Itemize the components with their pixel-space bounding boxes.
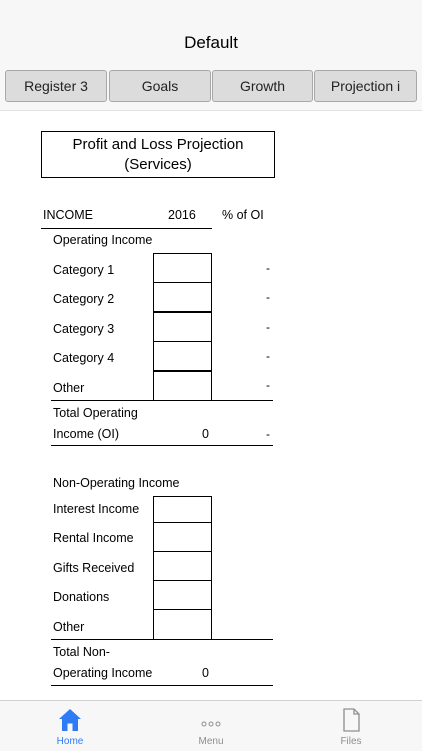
total-non-operating-value: 0 bbox=[202, 666, 209, 680]
row-label-non-operating-other: Other bbox=[53, 620, 85, 634]
more-icon bbox=[151, 707, 271, 733]
report-title-line-1: Profit and Loss Projection bbox=[72, 136, 244, 153]
input-category-3[interactable] bbox=[153, 312, 212, 342]
income-header: INCOME bbox=[43, 208, 93, 222]
tab-menu[interactable] bbox=[151, 701, 271, 751]
report-title bbox=[41, 131, 275, 178]
tab-menu-label: Menu bbox=[198, 736, 224, 747]
tab-files[interactable] bbox=[291, 701, 411, 751]
row-label-other: Other bbox=[53, 381, 85, 395]
pct-other: - bbox=[266, 378, 270, 392]
row-label-donations: Donations bbox=[53, 590, 110, 604]
operating-total-bottom-divider bbox=[51, 445, 273, 446]
input-category-1[interactable] bbox=[153, 253, 212, 283]
pct-category-3: - bbox=[266, 320, 270, 334]
input-donations[interactable] bbox=[153, 580, 212, 610]
home-icon bbox=[10, 707, 130, 733]
tab-home-label: Home bbox=[56, 736, 84, 747]
row-label-gifts-received: Gifts Received bbox=[53, 561, 135, 575]
non-operating-total-bottom-divider bbox=[51, 685, 273, 686]
navigation-bar bbox=[0, 0, 422, 65]
non-operating-income-heading: Non-Operating Income bbox=[53, 476, 180, 490]
tab-projection[interactable]: Projection i bbox=[314, 70, 417, 102]
row-label-category-3: Category 3 bbox=[53, 322, 115, 336]
row-label-category-1: Category 1 bbox=[53, 263, 115, 277]
input-rental-income[interactable] bbox=[153, 522, 212, 552]
input-gifts-received[interactable] bbox=[153, 551, 212, 581]
page-title: Default bbox=[184, 33, 238, 52]
total-non-operating-label-2: Operating Income bbox=[53, 666, 153, 680]
segment-tabs bbox=[0, 64, 422, 111]
total-operating-label-2: Income (OI) bbox=[53, 427, 119, 441]
report-content bbox=[0, 111, 422, 700]
row-label-category-2: Category 2 bbox=[53, 292, 115, 306]
tab-growth[interactable]: Growth bbox=[212, 70, 313, 102]
tab-home[interactable] bbox=[10, 701, 130, 751]
input-category-4[interactable] bbox=[153, 341, 212, 371]
total-non-operating-label-1: Total Non- bbox=[53, 645, 110, 659]
tab-register-3[interactable]: Register 3 bbox=[5, 70, 107, 102]
input-non-operating-other[interactable] bbox=[153, 609, 212, 640]
pct-category-4: - bbox=[266, 349, 270, 363]
report-title-line-2: (Services) bbox=[124, 156, 192, 173]
row-label-rental-income: Rental Income bbox=[53, 531, 134, 545]
total-operating-label-1: Total Operating bbox=[53, 406, 138, 420]
total-operating-pct: - bbox=[266, 427, 270, 441]
year-header: 2016 bbox=[168, 208, 196, 222]
input-other[interactable] bbox=[153, 371, 212, 401]
total-operating-value: 0 bbox=[202, 427, 209, 441]
operating-income-heading: Operating Income bbox=[53, 233, 153, 247]
pct-category-2: - bbox=[266, 290, 270, 304]
input-category-2[interactable] bbox=[153, 282, 212, 312]
bottom-tab-bar bbox=[0, 700, 422, 751]
non-operating-total-top-divider bbox=[51, 639, 273, 640]
document-icon bbox=[291, 707, 411, 733]
tab-goals[interactable]: Goals bbox=[109, 70, 211, 102]
row-label-category-4: Category 4 bbox=[53, 351, 115, 365]
pct-category-1: - bbox=[266, 261, 270, 275]
input-interest-income[interactable] bbox=[153, 496, 212, 523]
header-divider bbox=[41, 228, 212, 229]
percent-header: % of OI bbox=[222, 208, 264, 222]
tab-files-label: Files bbox=[340, 736, 362, 747]
row-label-interest-income: Interest Income bbox=[53, 502, 140, 516]
operating-total-top-divider bbox=[51, 400, 273, 401]
